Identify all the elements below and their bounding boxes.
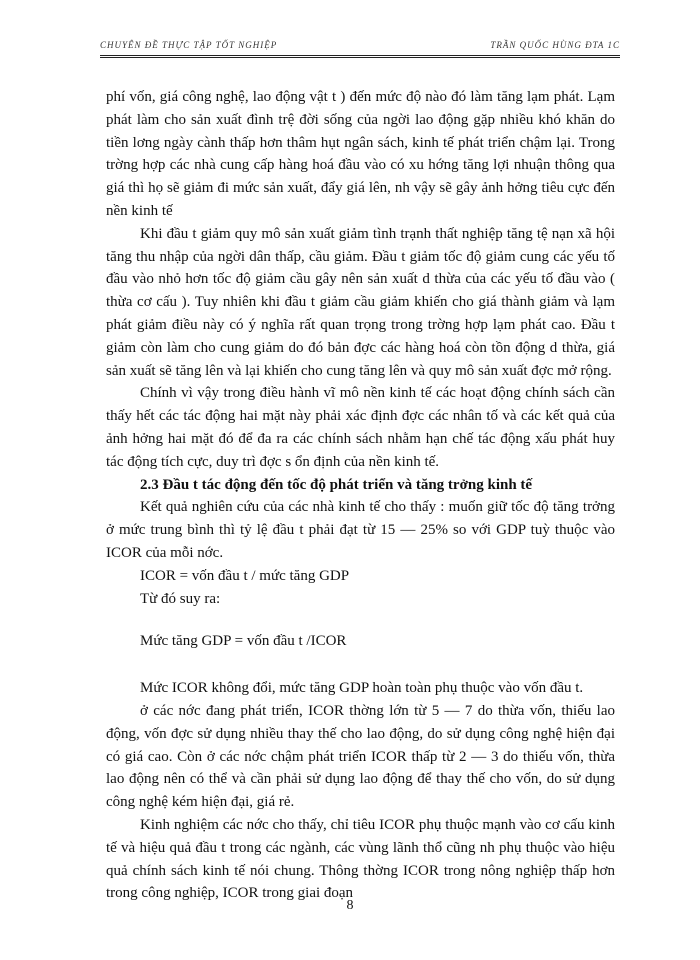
- paragraph-icor-constant: Mức ICOR không đổi, mức tăng GDP hoàn toàn phụ thuộc vào vốn đầu t.: [140, 680, 584, 697]
- header-right-text: TRẦN QUỐC HÙNG ĐTA 1C: [490, 40, 620, 50]
- page-number: 8: [346, 898, 354, 913]
- paragraph-macro-policy: Chính vì vậy trong điều hành vĩ mô nền kinh tế các hoạt động chính sách cần thấy hết các tác động hai mặt này phải xác định đợc các nhân tố và các kết quả của ảnh hởng hai mặt đó để đa ra các chính sách nhằm hạn chế tác động xấu phát huy tác động tích cực, duy trì đợc s ổn định của nền kinh tế.: [106, 385, 615, 470]
- paragraph-continuation: phí vốn, giá công nghệ, lao động vật t ) đến mức độ nào đó làm tăng lạm phát. Lạm phát làm cho sản xuất đình trệ đời sống của ngời lao động gặp nhiều khó khăn do tiền lơng ngày cành thấp hơn thâm hụt ngân sách, kinh tế phát triển chậm lại. Trong trờng hợp các nhà cung cấp hàng hoá đầu vào có xu hớng tăng lợi nhuận thông qua giá thì họ sẽ giảm đi mức sản xuất, đẩy giá lên, nh vậy sẽ gây ảnh hởng tiêu cực đến nền kinh tế: [106, 89, 615, 219]
- gdp-growth-formula: Mức tăng GDP = vốn đầu t /ICOR: [140, 633, 347, 650]
- section-heading: 2.3 Đầu t tác động đến tốc độ phát triển và tăng trởng kinh tế: [140, 476, 533, 493]
- document-body: [106, 86, 615, 905]
- paragraph-research-results: Kết quả nghiên cứu của các nhà kinh tế cho thấy : muốn giữ tốc độ tăng trởng ở mức trung bình thì tỷ lệ đầu t phải đạt từ 15 — 25% so với GDP tuỳ thuộc vào ICOR của mỗi nớc.: [106, 499, 615, 561]
- paragraph-icor-experience: Kinh nghiệm các nớc cho thấy, chỉ tiêu ICOR phụ thuộc mạnh vào cơ cấu kinh tế và hiệu quả đầu t trong các ngành, các vùng lãnh thổ cũng nh phụ thuộc vào hiệu quả chính sách kinh tế nói chung. Thông thờng ICOR trong nông nghiệp thấp hơn trong công nghiệp, ICOR trong giai đoạn: [106, 816, 615, 902]
- page-header: [100, 40, 620, 50]
- paragraph-icor-countries: ở các nớc đang phát triển, ICOR thờng lớn từ 5 — 7 do thừa vốn, thiếu lao động, vốn đợc sử dụng nhiều thay thế cho lao động, do sử dụng công nghệ hiện đại có giá cao. Còn ở các nớc chậm phát triển ICOR thấp từ 2 — 3 do thiếu vốn, thừa lao động nên có thể và cần phải sử dụng lao động để thay thế cho vốn, do sử dụng công nghệ kém hiện đại, giá rẻ.: [106, 702, 615, 811]
- paragraph-investment-decrease: Khi đầu t giảm quy mô sản xuất giảm tình trạnh thất nghiệp tăng tệ nạn xã hội tăng thu nhập của ngời dân thấp, cầu giảm. Đầu t giảm tốc độ giảm cung các yếu tố đầu vào nhỏ hơn tốc độ giảm cầu gây nên sản xuất d thừa của các yếu tố đầu vào ( thừa cơ cấu ). Tuy nhiên khi đầu t giảm cầu giảm khiến cho giá thành giảm và lạm phát giảm điều này có ý nghĩa rất quan trọng trong trờng hợp lạm phát cao. Đầu t giảm còn làm cho cung giảm do đó bản đợc các hàng hoá còn tồn động d thừa, giá sản xuất sẽ tăng lên và lại khiến cho cung tăng lên và quy mô sản xuất đợc mở rộng.: [106, 225, 615, 379]
- derive-text: Từ đó suy ra:: [140, 590, 221, 607]
- spacer: [106, 653, 615, 677]
- header-divider: [100, 55, 620, 58]
- icor-formula: ICOR = vốn đầu t / mức tăng GDP: [140, 567, 350, 584]
- spacer: [106, 610, 615, 630]
- header-left-text: CHUYÊN ĐỀ THỰC TẬP TỐT NGHIỆP: [100, 40, 278, 50]
